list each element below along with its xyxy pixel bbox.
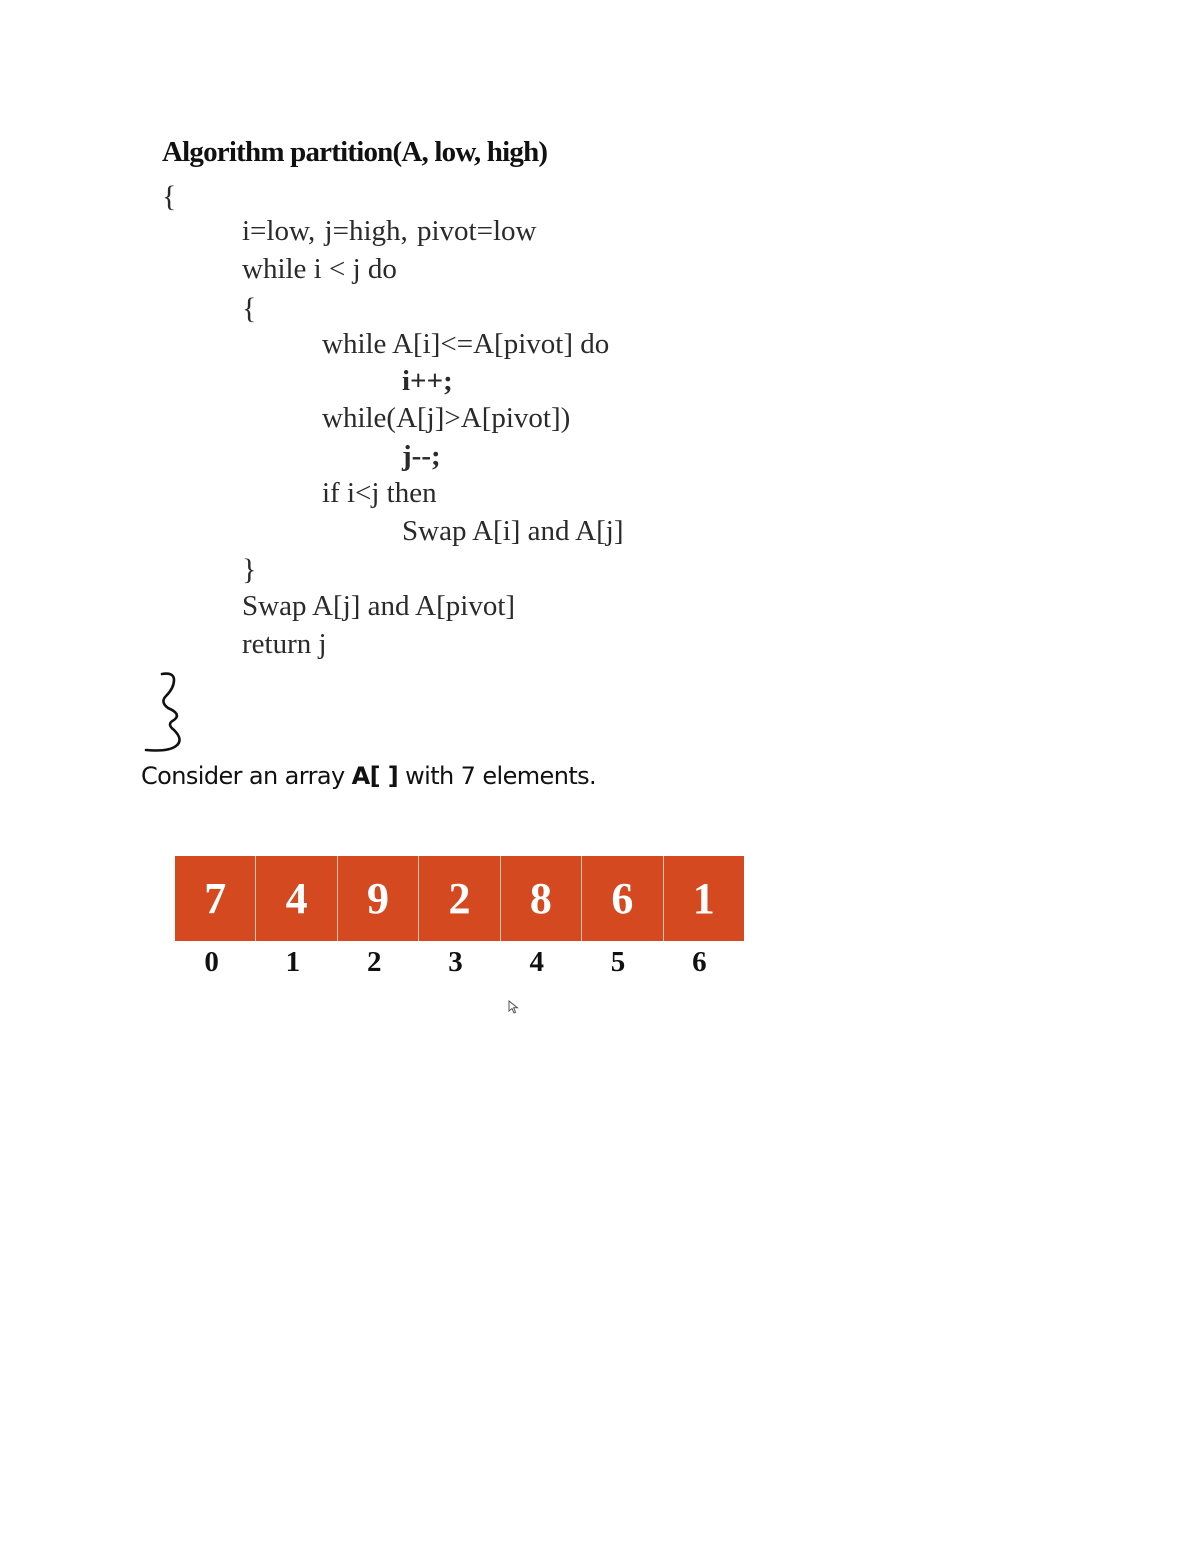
array-index: 6	[692, 946, 707, 978]
code-inner-close-brace: }	[242, 553, 257, 586]
array-cell: 1	[664, 856, 744, 941]
code-line-init: i=low, j=high, pivot=low	[242, 215, 537, 247]
intro-array-name: A[ ]	[351, 762, 399, 790]
array-index: 4	[529, 946, 545, 978]
array-index: 5	[610, 946, 626, 978]
array-cell: 6	[582, 856, 663, 941]
array-index-row	[175, 940, 744, 984]
array-cell: 7	[175, 856, 256, 941]
code-line-while-i: while A[i]<=A[pivot] do	[322, 328, 610, 360]
algorithm-title: Algorithm partition(A, low, high)	[162, 136, 548, 168]
array-index: 1	[285, 946, 301, 978]
mouse-cursor-icon	[508, 1000, 520, 1014]
code-open-brace: {	[162, 180, 177, 213]
code-line-decrement-j: j--;	[402, 440, 441, 472]
array-index: 2	[366, 946, 382, 978]
array-intro-text	[141, 762, 596, 790]
code-line-return: return j	[242, 628, 327, 660]
code-line-swap-pivot: Swap A[j] and A[pivot]	[242, 590, 516, 622]
array-index: 3	[448, 946, 463, 978]
array-row	[175, 856, 744, 941]
array-index: 0	[204, 946, 219, 978]
array-cell: 9	[338, 856, 419, 941]
array-cell: 4	[256, 856, 337, 941]
code-line-while-outer: while i < j do	[242, 253, 397, 285]
code-line-swap-ij: Swap A[i] and A[j]	[402, 515, 624, 547]
intro-prefix: Consider an array	[141, 762, 352, 790]
code-line-while-j: while(A[j]>A[pivot])	[322, 402, 571, 434]
code-line-increment-i: i++;	[402, 365, 453, 397]
array-cell: 8	[501, 856, 582, 941]
code-inner-open-brace: {	[242, 292, 257, 325]
array-cell: 2	[419, 856, 500, 941]
intro-suffix: with 7 elements.	[398, 762, 597, 790]
handwritten-close-brace	[140, 670, 196, 754]
code-line-if: if i<j then	[322, 477, 437, 509]
